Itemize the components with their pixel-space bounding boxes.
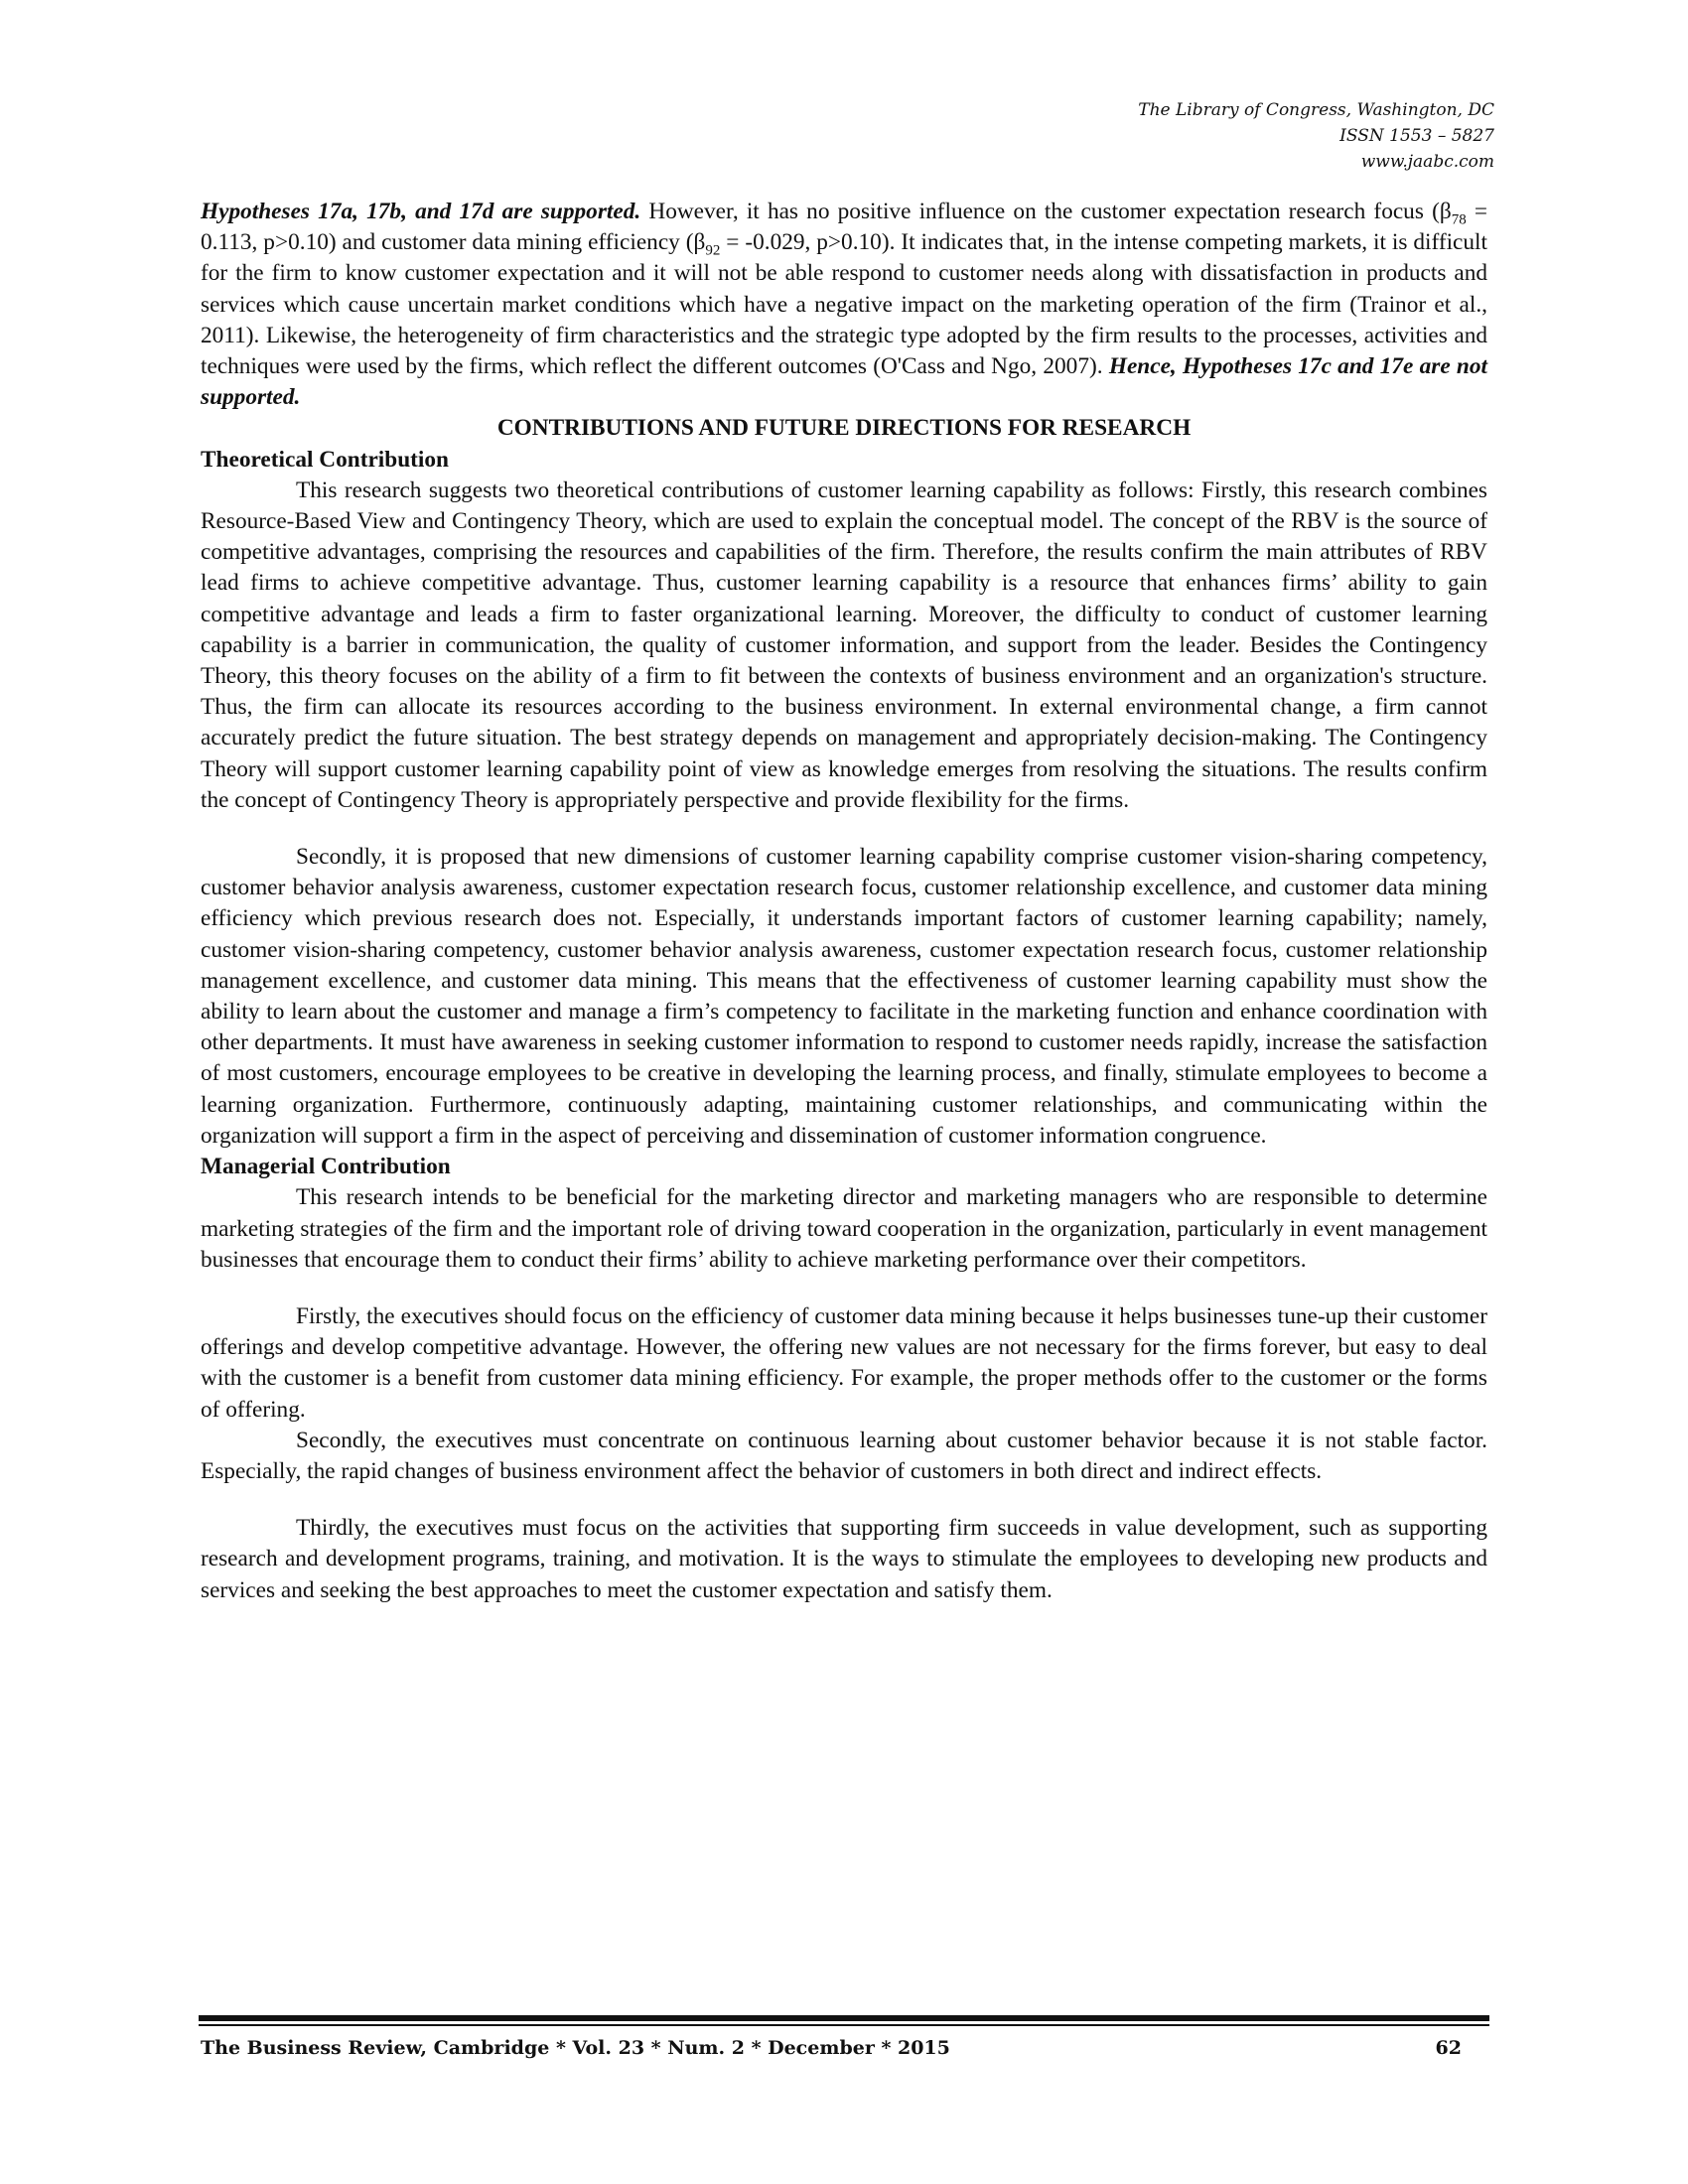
hypothesis-not-supported-text: Hence, Hypotheses 17c and 17e are not supported. [201, 353, 1488, 411]
header-website: www.jaabc.com [1360, 152, 1494, 172]
footer-rule-thick [199, 2015, 1489, 2021]
theoretical-paragraph-1: This research suggests two theoretical contributions of customer learning capability as follows: Firstly, this research combines Resource-Based View and Contingency Theory, which are used to explain the conceptual model. The concept of the RBV is the source of competitive advantages, comprising the resources and capabilities of the firm. Therefore, the results confirm the main attributes of RBV lead firms to achieve competitive advantage. Thus, customer learning capability is a resource that enhances firms’ ability to gain competitive advantage and leads a firm to faster organizational learning. Moreover, the difficulty to conduct of customer learning capability is a barrier in communication, the quality of customer information, and support from the leader. Besides the Contingency Theory, this theory focuses on the ability of a firm to fit between the contexts of business environment and an organization's structure. Thus, the firm can allocate its resources according to the business environment. In external environmental change, a firm cannot accurately predict the future situation. The best strategy depends on management and appropriately decision-making. The Contingency Theory will support customer learning capability point of view as knowledge emerges from resolving the situations. The results confirm the concept of Contingency Theory is appropriately perspective and provide flexibility for the firms. [201, 477, 1487, 813]
running-footer [201, 2037, 1462, 2059]
theoretical-heading: Theoretical Contribution [201, 446, 450, 473]
intro-text-1: However, it has no positive influence on the customer expectation research focus (β [640, 199, 1452, 224]
beta-subscript-92: 92 [705, 242, 721, 259]
managerial-paragraph-2: Firstly, the executives should focus on the efficiency of customer data mining because it helps businesses tune-up their customer offerings and develop competitive advantage. However, the offering new values are not necessary for the firms forever, but easy to deal with the customer is a benefit from customer data mining efficiency. For example, the proper methods offer to the customer or the forms of offering. [201, 1302, 1487, 1423]
footer-rule-thin [199, 2024, 1489, 2026]
section-title: CONTRIBUTIONS AND FUTURE DIRECTIONS FOR RESEARCH [496, 415, 1192, 442]
header-issn: ISSN 1553 – 5827 [1339, 126, 1494, 146]
managerial-paragraph-4: Thirdly, the executives must focus on the activities that supporting firm succeeds in value development, such as supporting research and development programs, training, and motivation. It is the ways to stimulate the employees to developing new products and services and seeking the best approaches to meet the customer expectation and satisfy them. [201, 1515, 1487, 1603]
body-text [201, 197, 1487, 1606]
intro-text-3: = -0.029, p>0.10). It indicates that, in the intense competing markets, it is difficult for the firm to know customer expectation and it will not be able respond to customer needs along with dissatisfaction in products and services which cause uncertain market conditions which have a negative impact on the marketing operation of the firm (Trainor et al., 2011). Likewise, the heterogeneity of firm characteristics and the strategic type adopted by the firm results to the processes, activities and techniques were used by the firms, which reflect the different outcomes (O'Cass and Ngo, 2007). [201, 229, 1487, 380]
intro-text-2: = 0.113, p>0.10) and customer data mining efficiency (β [201, 199, 1488, 256]
page-number: 62 [1435, 2037, 1462, 2059]
managerial-heading: Managerial Contribution [201, 1154, 451, 1180]
theoretical-paragraph-2: Secondly, it is proposed that new dimensions of customer learning capability comprise customer vision-sharing competency, customer behavior analysis awareness, customer expectation research focus, customer relationship excellence, and customer data mining efficiency which previous research does not. Especially, it understands important factors of customer learning capability; namely, customer vision-sharing competency, customer behavior analysis awareness, customer expectation research focus, customer relationship management excellence, and customer data mining. This means that the effectiveness of customer learning capability must show the ability to learn about the customer and manage a firm’s competency to facilitate in the marketing function and enhance coordination with other departments. It must have awareness in seeking customer information to respond to customer needs rapidly, increase the satisfaction of most customers, encourage employees to be creative in developing the learning process, and finally, stimulate employees to become a learning organization. Furthermore, continuously adapting, maintaining customer relationships, and communicating within the organization will support a firm in the aspect of perceiving and dissemination of customer information congruence. [201, 844, 1487, 1149]
header-library: The Library of Congress, Washington, DC [1138, 100, 1494, 120]
footer-journal: The Business Review, Cambridge * Vol. 23 * Num. 2 * December * 2015 [201, 2037, 950, 2059]
beta-subscript-78: 78 [1451, 211, 1467, 228]
intro-paragraph [201, 197, 1487, 413]
hypothesis-supported-text: Hypotheses 17a, 17b, and 17d are supported. [201, 199, 641, 224]
running-header [1138, 97, 1494, 175]
managerial-paragraph-3: Secondly, the executives must concentrate on continuous learning about customer behavior because it is not stable factor. Especially, the rapid changes of business environment affect the behavior of customers in both direct and indirect effects. [201, 1427, 1487, 1484]
managerial-paragraph-1: This research intends to be beneficial for the marketing director and marketing managers who are responsible to determine marketing strategies of the firm and the important role of driving toward cooperation in the organization, particularly in event management businesses that encourage them to conduct their firms’ ability to achieve marketing performance over their competitors. [201, 1184, 1487, 1273]
